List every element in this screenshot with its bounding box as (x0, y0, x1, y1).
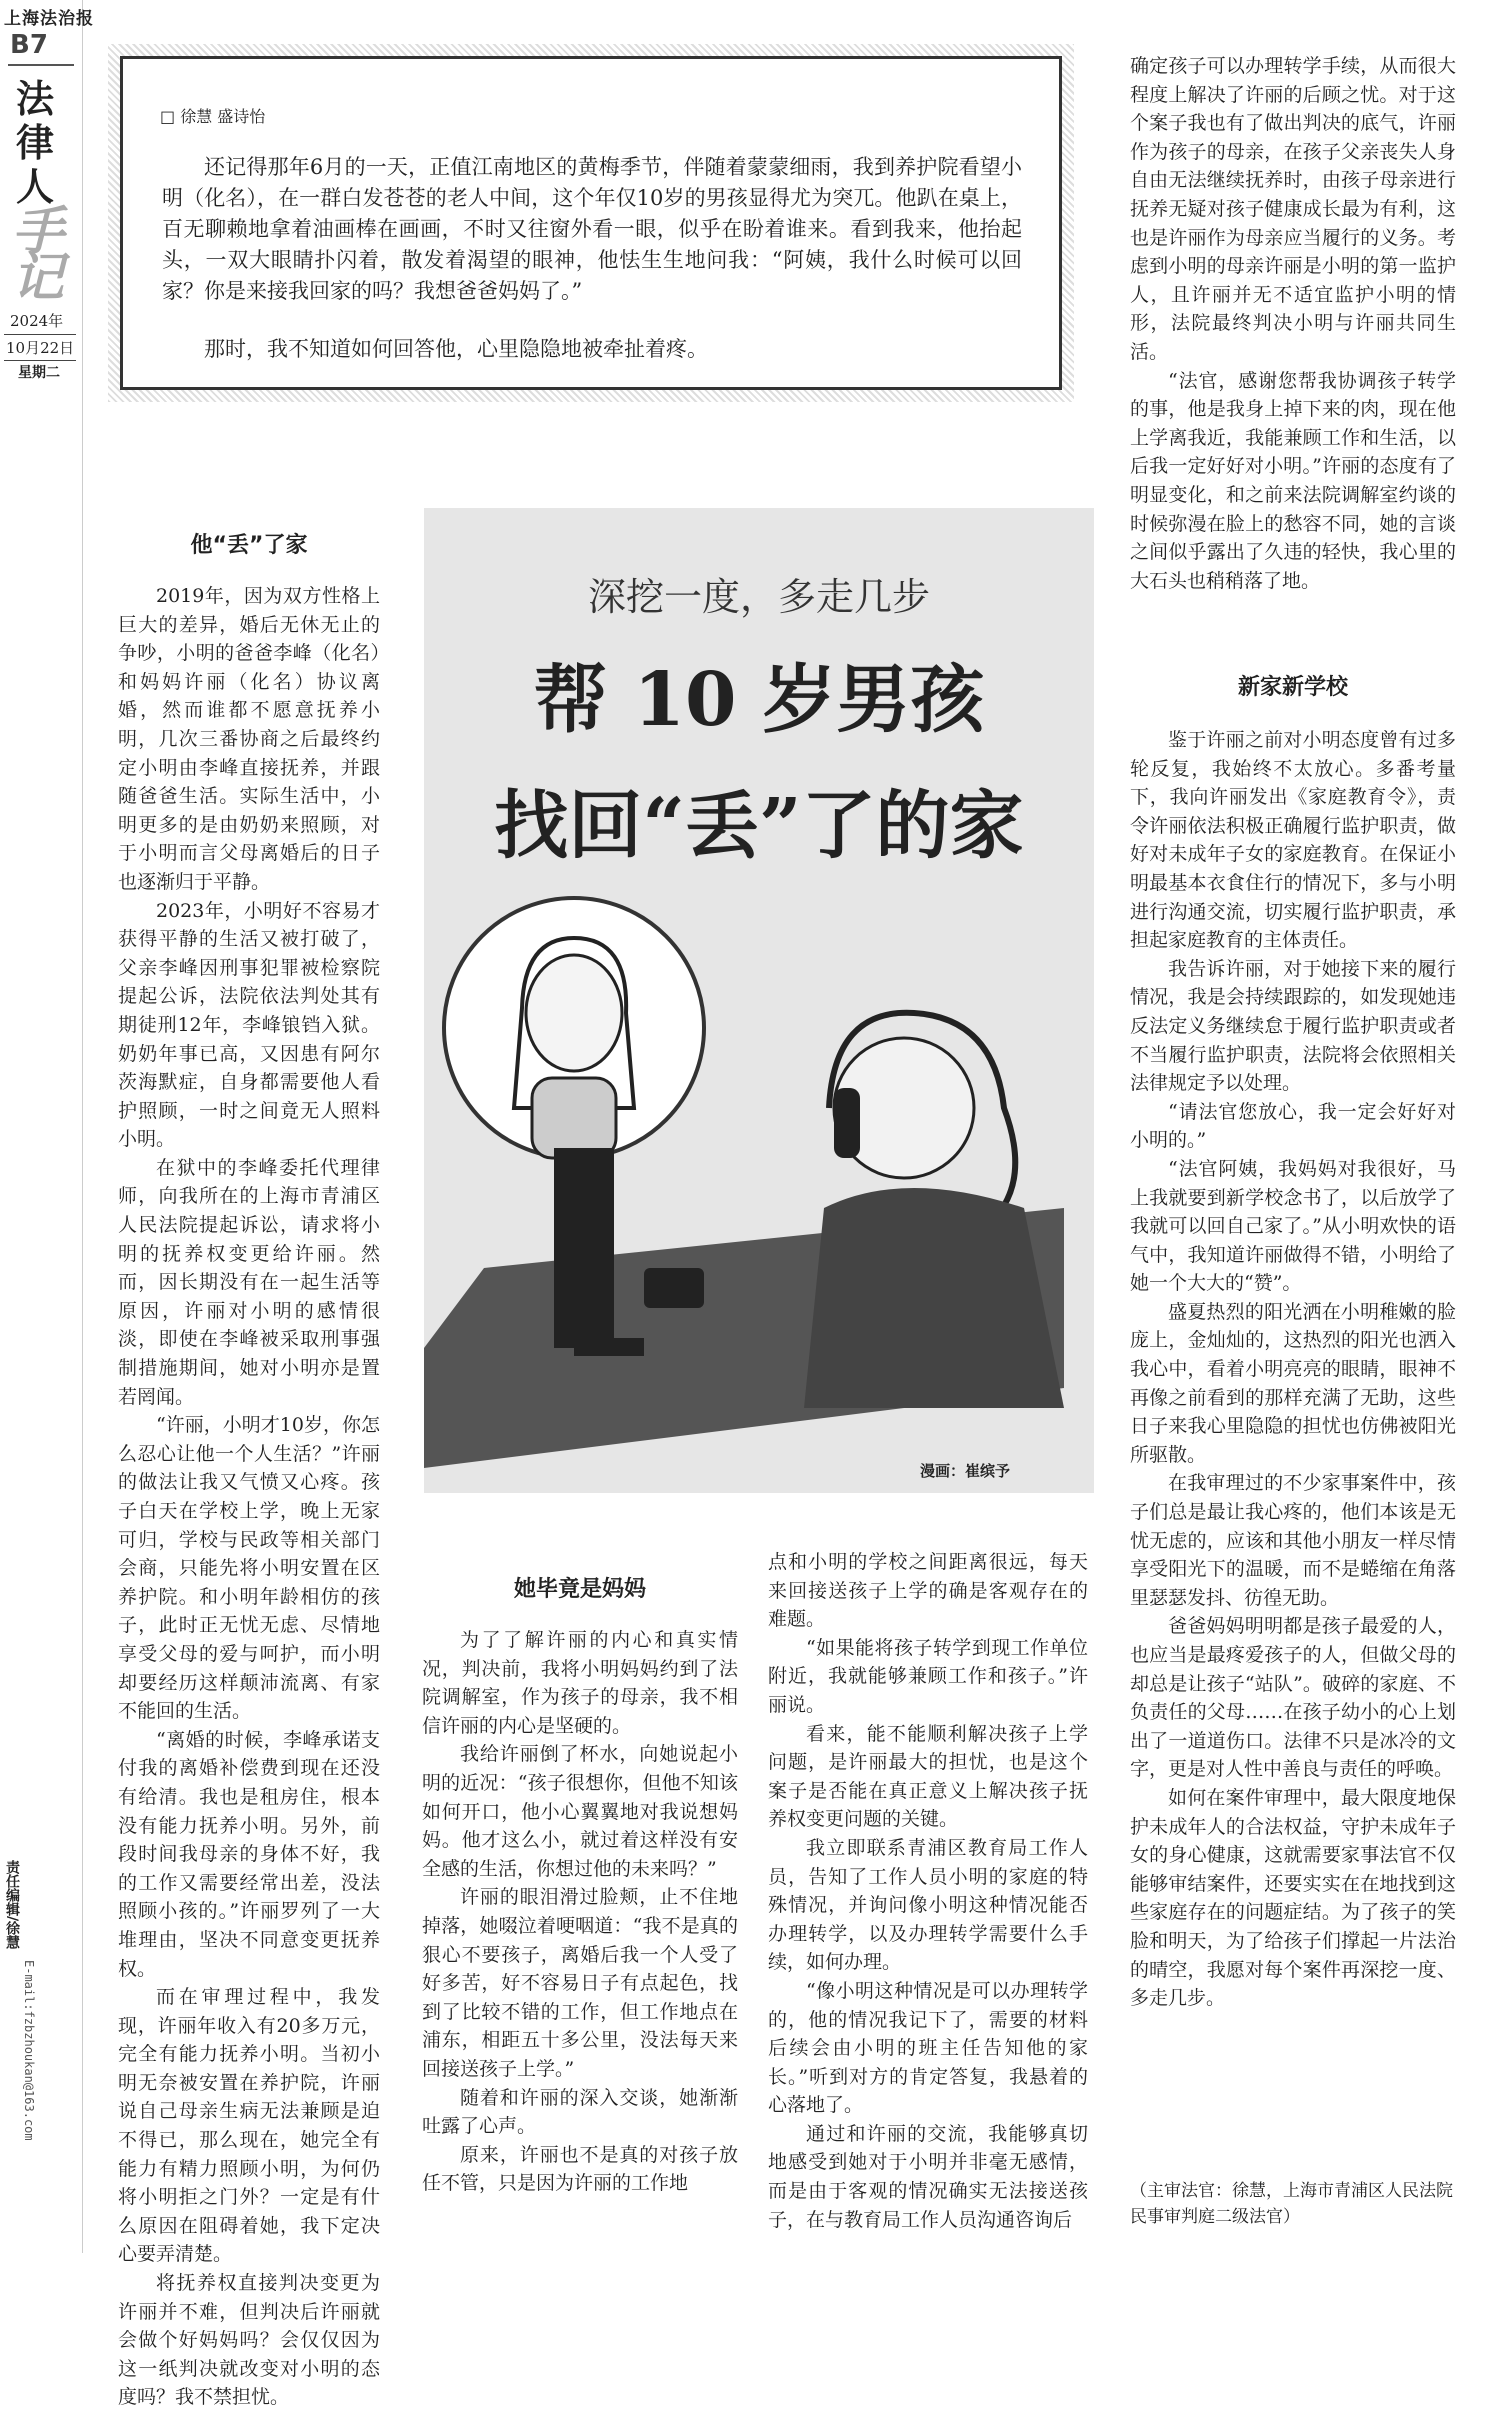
article-paragraph: 爸爸妈妈明明都是孩子最爱的人，也应当是最疼爱孩子的人，但做父母的却总是让孩子“站队”。破碎的家庭、不负责任的父母……在孩子幼小的心上划出了一道道伤口。法律不只是冰冷的文字，更是对人性中善良与责任的呼唤。 (1130, 1615, 1456, 1781)
article-paragraph: 通过和许丽的交流，我能够真切地感受到她对于小明并非毫无感情，而是由于客观的情况确实无法接送孩子，在与教育局工作人员沟通咨询后 (768, 2122, 1088, 2231)
article-column-1 (118, 582, 380, 2412)
article-paragraph: “如果能将孩子转学到现工作单位附近，我就能够兼顾工作和孩子。”许丽说。 (768, 1636, 1088, 1716)
monitor-stand (574, 1338, 644, 1356)
judge-credit: （主审法官：徐慧，上海市青浦区人民法院民事审判庭二级法官） (1130, 2181, 1453, 2227)
column-char-2: 律 (16, 120, 55, 165)
article-paragraph: 许丽的眼泪滑过脸颊，止不住地掉落，她啜泣着哽咽道：“我不是真的狠心不要孩子，离婚后我一个人受了好多苦，好不容易日子有点起色，找到了比较不错的工作，但工作地点在浦东，相距五十多公里，没法每天来回接送孩子上学。” (422, 1886, 738, 2080)
phone-handset (834, 1088, 860, 1158)
headline-deck: 深挖一度，多走几步 (587, 575, 930, 619)
article-paragraph: “法官，感谢您帮我协调孩子转学的事，他是我身上掉下来的肉，现在他上学离我近，我能兼顾工作和生活，以后我一定好好对小明。”许丽的态度有了明显变化，和之前来法院调解室约谈的时候弥漫在脸上的愁容不同，她的言谈之间似乎露出了久违的轻快，我心里的大石头也稍稍落了地。 (1130, 369, 1456, 592)
illustration-panel (424, 508, 1094, 1493)
intro-paragraph: 还记得那年6月的一天，正值江南地区的黄梅季节，伴随着蒙蒙细雨，我到养护院看望小明（化名），在一群白发苍苍的老人中间，这个年仅10岁的男孩显得尤为突兀。他趴在桌上，百无聊赖地拿着油画棒在画画，不时又往窗外看一眼，似乎在盼着谁来。看到我来，他抬起头，一双大眼睛扑闪着，散发着渴望的眼神，他怯生生地问我：“阿姨，我什么时候可以回家？你是来接我回家的吗？我想爸爸妈妈了。” (162, 155, 1022, 303)
editor-email: E-mail:fzbzhoukan@163.com (22, 1960, 36, 2141)
headline-line-2: 找回“丢”了的家 (494, 783, 1024, 869)
rail-divider (82, 0, 83, 2253)
article-paragraph: “法官阿姨，我妈妈对我很好，马上我就要到新学校念书了，以后放学了我就可以回自己家了。”从小明欢快的语气中，我知道许丽做得不错，小明给了她一个大大的“赞”。 (1130, 1157, 1456, 1295)
article-paragraph: 将抚养权直接判决变更为许丽并不难，但判决后许丽就会做个好妈妈吗？会仅仅因为这一纸判决就改变对小明的态度吗？我不禁担忧。 (118, 2272, 380, 2409)
illustration-drawing (424, 508, 1094, 1493)
authors-byline: □ 徐慧 盛诗怡 (160, 107, 266, 126)
article-paragraph: “像小明这种情况是可以办理转学的，他的情况我记下了，需要的材料后续会由小明的班主任告知他的家长。”听到对方的肯定答复，我悬着的心落地了。 (768, 1979, 1088, 2117)
article-paragraph: 我给许丽倒了杯水，向她说起小明的近况：“孩子很想你，但他不知该如何开口，他小心翼翼地对我说想妈妈。他才这么小，就过着这样没有安全感的生活，你想过他的未来吗？” (422, 1743, 738, 1880)
issue-date: 10月22日 (4, 334, 76, 361)
article-paragraph: “离婚的时候，李峰承诺支付我的离婚补偿费到现在还没有给清。我也是租房住，根本没有能力抚养小明。另外，前段时间我母亲的身体不好，我的工作又需要经常出差，没法照顾小孩的。”许丽罗列了一大堆理由，坚决不同意变更抚养权。 (118, 1728, 380, 1980)
mother-body (532, 1078, 616, 1158)
article-paragraph: 在狱中的李峰委托代理律师，向我所在的上海市青浦区人民法院提起诉讼，请求将小明的抚养权变更给许丽。然而，因长期没有在一起生活等原因，许丽对小明的感情很淡，即使在李峰被采取刑事强制措施期间，她对小明亦是置若罔闻。 (118, 1156, 380, 1408)
article-paragraph: 2019年，因为双方性格上巨大的差异，婚后无休无止的争吵，小明的爸爸李峰（化名）和妈妈许丽（化名）协议离婚，然而谁都不愿意抚养小明，几次三番协商之后最终约定小明由李峰直接抚养，并跟随爸爸生活。实际生活中，小明更多的是由奶奶来照顾，对于小明而言父母离婚后的日子也逐渐归于平静。 (118, 585, 380, 893)
article-paragraph: 盛夏热烈的阳光洒在小明稚嫩的脸庞上，金灿灿的，这热烈的阳光也洒入我心中，看着小明亮亮的眼睛，眼神不再像之前看到的那样充满了无助，这些日子来我心里隐隐的担忧也仿佛被阳光所驱散。 (1130, 1300, 1456, 1466)
article-column-2 (422, 1626, 738, 2198)
rail-rule (8, 64, 74, 66)
article-paragraph: 确定孩子可以办理转学手续，从而很大程度上解决了许丽的后顾之忧。对于这个案子我也有了做出判决的底气，许丽作为孩子的母亲，在孩子父亲丧失人身自由无法继续抚养时，由孩子母亲进行抚养无疑对孩子健康成长最为有利，这也是许丽作为母亲应当履行的义务。考虑到小明的母亲许丽是小明的第一监护人，且许丽并无不适宜监护小明的情形，法院最终判决小明与许丽共同生活。 (1130, 55, 1456, 363)
article-paragraph: 我告诉许丽，对于她接下来的履行情况，我是会持续跟踪的，如发现她违反法定义务继续怠于履行监护职责或者不当履行监护职责，法院将会依照相关法律规定予以处理。 (1130, 957, 1456, 1095)
headline-line-1: 帮 10 岁男孩 (533, 657, 985, 743)
article-paragraph: 点和小明的学校之间距离很远，每天来回接送孩子上学的确是客观存在的难题。 (768, 1551, 1088, 1631)
article-paragraph: 在我审理过的不少家事案件中，孩子们总是最让我心疼的，他们本该是无忧无虑的，应该和其他小朋友一样尽情享受阳光下的温暖，而不是蜷缩在角落里瑟瑟发抖、彷徨无助。 (1130, 1472, 1456, 1609)
mother-face (526, 955, 622, 1071)
section-title: 新家新学校 (1237, 675, 1348, 700)
column-char-4: 手 (12, 201, 65, 262)
page-number: B7 (10, 30, 48, 60)
issue-year: 2024年 (10, 312, 64, 330)
article-paragraph: 我立即联系青浦区教育局工作人员，告知了工作人员小明的家庭的特殊情况，并询问像小明这种情况能否办理转学，以及办理转学需要什么手续，如何办理。 (768, 1836, 1088, 1974)
article-column-3 (768, 1548, 1088, 2234)
article-column-4 (1130, 52, 1456, 595)
article-paragraph: 原来，许丽也不是真的对孩子放任不管，只是因为许丽的工作地 (422, 2143, 738, 2195)
section-title: 她毕竟是妈妈 (513, 1577, 646, 1602)
article-paragraph: 鉴于许丽之前对小明态度曾有过多轮反复，我始终不太放心。多番考量下，我向许丽发出《家庭教育令》，责令许丽依法积极正确履行监护职责，做好对未成年子女的家庭教育。在保证小明最基本衣食住行的情况下，多与小明进行沟通交流，切实履行监护职责，承担起家庭教育的主体责任。 (1130, 729, 1456, 952)
girl-body (804, 1188, 1064, 1408)
article-paragraph: 为了了解许丽的内心和真实情况，判决前，我将小明妈妈约到了法院调解室，作为孩子的母亲，我不相信许丽的内心是坚硬的。 (422, 1629, 738, 1737)
newspaper-masthead: 上海法治报 (4, 9, 94, 29)
illustration-credit: 漫画：崔缤予 (920, 1462, 1011, 1480)
section-title: 他“丢”了家 (190, 533, 308, 558)
desk-phone (644, 1268, 704, 1308)
intro-paragraph: 那时，我不知道如何回答他，心里隐隐地被牵扯着疼。 (204, 337, 708, 361)
article-paragraph: “许丽，小明才10岁，你怎么忍心让他一个人生活？”许丽的做法让我又气愤又心疼。孩子白天在学校上学，晚上无家可归，学校与民政等相关部门会商，只能先将小明安置在区养护院。和小明年龄相仿的孩子，此时正无忧无虑、尽情地享受父母的爱与呵护，而小明却要经历这样颠沛流离、有家不能回的生活。 (118, 1414, 380, 1723)
article-paragraph: 看来，能不能顺利解决孩子上学问题，是许丽最大的担忧，也是这个案子是否能在真正意义上解决孩子抚养权变更问题的关键。 (768, 1722, 1088, 1831)
editor-credit: 责任编辑/徐慧 (4, 1860, 20, 1950)
column-char-5: 记 (12, 247, 65, 308)
article-paragraph: 2023年，小明好不容易才获得平静的生活又被打破了，父亲李峰因刑事犯罪被检察院提起公诉，法院依法判处其有期徒刑12年，李峰锒铛入狱。奶奶年事已高，又因患有阿尔茨海默症，自身都需要他人看护照顾，一时之间竟无人照料小明。 (118, 899, 380, 1151)
issue-weekday: 星期二 (18, 365, 60, 381)
article-paragraph: 而在审理过程中，我发现，许丽年收入有20多万元，完全有能力抚养小明。当初小明无奈被安置在养护院，许丽说自己母亲生病无法兼顾是迫不得已，那么现在，她完全有能力有精力照顾小明，为何仍将小明拒之门外？一定是有什么原因在阻碍着她，我下定决心要弄清楚。 (118, 1986, 380, 2266)
article-paragraph: 随着和许丽的深入交谈，她渐渐吐露了心声。 (422, 2086, 738, 2138)
column-char-3: 人 (16, 164, 55, 209)
article-column-4-continued (1130, 726, 1456, 2013)
article-paragraph: 如何在案件审理中，最大限度地保护未成年人的合法权益，守护未成年子女的身心健康，这就需要家事法官不仅能够审结案件，还要实实在在地找到这些家庭存在的问题症结。为了孩子的笑脸和明天，为了给孩子们撑起一片法治的晴空，我愿对每个案件再深挖一度、多走几步。 (1130, 1786, 1456, 2010)
column-char-1: 法 (16, 76, 55, 121)
article-paragraph: “请法官您放心，我一定会好好对小明的。” (1130, 1100, 1456, 1152)
monitor (554, 1148, 614, 1348)
